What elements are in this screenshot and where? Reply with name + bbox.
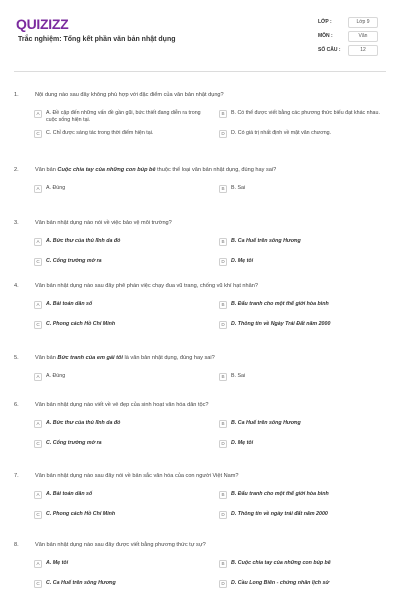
question-number: 2. — [14, 167, 19, 173]
option-text: B. Có thể được viết bằng các phương thức biểu đạt khác nhau. — [231, 110, 380, 116]
question-text: Văn bản nhật dụng nào viết về vẻ đẹp của sinh hoạt văn hóa dân tộc? — [35, 402, 209, 408]
option-letter-box: A — [34, 373, 42, 381]
option-letter-box: A — [34, 301, 42, 309]
option-text: A. Bức thư của thủ lĩnh da đỏ — [46, 238, 121, 244]
answer-option-b[interactable] — [219, 185, 391, 193]
meta-class-row — [318, 16, 378, 28]
option-text: D. Cầu Long Biên - chứng nhân lịch sử — [231, 580, 330, 586]
question-text: Văn bản nhật dụng nào sau đây nói về bản sắc văn hóa của con người Việt Nam? — [35, 473, 239, 479]
question-text — [35, 355, 376, 362]
option-letter-box: B — [219, 238, 227, 246]
answer-option-c[interactable] — [34, 321, 206, 329]
answer-option-a[interactable] — [34, 373, 206, 381]
question-text: Nội dung nào sau đây không phù hợp với đặc điểm của văn bản nhật dụng? — [35, 92, 224, 98]
meta-count-value: 12 — [348, 45, 378, 56]
question-number: 5. — [14, 355, 19, 361]
option-letter-box: C — [34, 440, 42, 448]
answer-option-a[interactable] — [34, 185, 206, 193]
option-text: A. Bức thư của thủ lĩnh da đỏ — [46, 420, 121, 426]
option-letter-box: D — [219, 258, 227, 266]
answer-option-a[interactable] — [34, 238, 206, 246]
option-letter-box: B — [219, 560, 227, 568]
option-text: A. Bài toán dân số — [46, 301, 93, 307]
option-text: D. Mẹ tôi — [231, 440, 254, 446]
meta-class-value: Lớp 9 — [348, 17, 378, 28]
question-number: 3. — [14, 220, 19, 226]
option-text: C. Chỉ được sáng tác trong thời điểm hiện tại. — [46, 130, 154, 136]
answer-option-c[interactable] — [34, 580, 206, 588]
option-text: A. Đúng — [46, 185, 66, 191]
worksheet-header — [14, 12, 386, 72]
meta-subject-value: Văn — [348, 31, 378, 42]
worksheet-title: Trắc nghiệm: Tổng kết phần văn bản nhật dụng — [18, 36, 176, 43]
option-text: A. Mẹ tôi — [46, 560, 69, 566]
answer-option-d[interactable] — [219, 130, 391, 138]
option-text: B. Sai — [231, 185, 246, 191]
answer-option-a[interactable] — [34, 420, 206, 428]
question-text-title: Cuộc chia tay của những con búp bê — [57, 167, 156, 173]
option-letter-box: A — [34, 185, 42, 193]
option-text: D. Có giá trị nhất định về mặt văn chương. — [231, 130, 332, 136]
answer-option-b[interactable] — [219, 491, 391, 499]
question-text: Văn bản nhật dụng nào nói về việc bảo vệ môi trường? — [35, 220, 172, 226]
option-text: C. Phong cách Hồ Chí Minh — [46, 321, 116, 327]
answer-option-d[interactable] — [219, 580, 391, 588]
option-text: B. Cuộc chia tay của những con búp bê — [231, 560, 331, 566]
header-divider — [14, 71, 386, 72]
option-text: D. Thông tin về Ngày Trái Đất năm 2000 — [231, 321, 331, 327]
worksheet-meta — [318, 16, 378, 58]
answer-option-d[interactable] — [219, 511, 391, 519]
option-text: A. Đúng — [46, 373, 66, 379]
answer-option-c[interactable] — [34, 511, 206, 519]
question-text: Văn bản nhật dụng nào sau đây phê phán việc chạy đua vũ trang, chống vũ khí hạt nhân? — [35, 283, 258, 289]
meta-subject-row — [318, 30, 378, 42]
option-letter-box: D — [219, 440, 227, 448]
answer-option-b[interactable] — [219, 110, 391, 118]
option-text: C. Phong cách Hồ Chí Minh — [46, 511, 116, 517]
answer-option-c[interactable] — [34, 258, 206, 266]
answer-option-a[interactable] — [34, 301, 206, 309]
question-text: Văn bản nhật dụng nào sau đây được viết bằng phương thức tự sự? — [35, 542, 206, 548]
answer-option-d[interactable] — [219, 440, 391, 448]
answer-option-a[interactable] — [34, 560, 206, 568]
option-text: A. Đề cập đến những vấn đề gần gũi, bức thiết đang diễn ra trong cuộc sống hiện tại. — [46, 110, 201, 123]
question-text — [35, 167, 376, 174]
question-text-title: Bức tranh của em gái tôi — [57, 355, 123, 361]
answer-option-b[interactable] — [219, 373, 391, 381]
answer-option-c[interactable] — [34, 440, 206, 448]
answer-option-a[interactable] — [34, 491, 206, 499]
answer-option-c[interactable] — [34, 130, 206, 138]
option-text: D. Mẹ tôi — [231, 258, 254, 264]
option-letter-box: B — [219, 420, 227, 428]
option-text: C. Cổng trường mở ra — [46, 440, 102, 446]
option-text: B. Đấu tranh cho một thế giới hòa bình — [231, 301, 329, 307]
question-number: 7. — [14, 473, 19, 479]
option-text: A. Bài toán dân số — [46, 491, 93, 497]
option-text: B. Sai — [231, 373, 246, 379]
option-letter-box: C — [34, 258, 42, 266]
option-text: C. Cổng trường mở ra — [46, 258, 102, 264]
option-text: D. Thông tin về ngày trái đất năm 2000 — [231, 511, 328, 517]
meta-count-label: SỐ CÂU : — [318, 46, 341, 53]
answer-option-b[interactable] — [219, 420, 391, 428]
option-text: B. Đấu tranh cho một thế giới hòa bình — [231, 491, 329, 497]
question-number: 6. — [14, 402, 19, 408]
question-number: 4. — [14, 283, 19, 289]
option-letter-box: A — [34, 491, 42, 499]
option-letter-box: B — [219, 373, 227, 381]
option-letter-box: C — [34, 321, 42, 329]
option-letter-box: D — [219, 580, 227, 588]
option-text: B. Ca Huế trên sông Hương — [231, 238, 301, 244]
option-letter-box: A — [34, 238, 42, 246]
option-letter-box: A — [34, 560, 42, 568]
question-number: 8. — [14, 542, 19, 548]
option-text: C. Ca Huế trên sông Hương — [46, 580, 116, 586]
option-letter-box: B — [219, 301, 227, 309]
option-letter-box: C — [34, 130, 42, 138]
option-letter-box: D — [219, 511, 227, 519]
meta-class-label: LỚP : — [318, 18, 332, 25]
answer-option-b[interactable] — [219, 560, 391, 568]
answer-option-a[interactable] — [34, 110, 206, 123]
question-text-prefix: Văn bản — [35, 355, 58, 361]
option-letter-box: C — [34, 580, 42, 588]
answer-option-d[interactable] — [219, 258, 391, 266]
option-letter-box: B — [219, 491, 227, 499]
option-text: B. Ca Huế trên sông Hương — [231, 420, 301, 426]
question-text-suffix: thuộc thể loại văn bản nhật dụng, đúng hay sai? — [155, 167, 277, 173]
meta-subject-label: MÔN : — [318, 32, 333, 39]
question-text-prefix: Văn bản — [35, 167, 58, 173]
answer-option-d[interactable] — [219, 321, 391, 329]
quizizz-logo: QUIZIZZ — [16, 16, 69, 32]
option-letter-box: B — [219, 185, 227, 193]
option-letter-box: B — [219, 110, 227, 118]
option-letter-box: A — [34, 110, 42, 118]
answer-option-b[interactable] — [219, 238, 391, 246]
question-text-suffix: là văn bản nhật dụng, đúng hay sai? — [122, 355, 215, 361]
meta-count-row — [318, 44, 378, 56]
question-number: 1. — [14, 92, 19, 98]
option-letter-box: D — [219, 321, 227, 329]
option-letter-box: C — [34, 511, 42, 519]
option-letter-box: A — [34, 420, 42, 428]
option-letter-box: D — [219, 130, 227, 138]
answer-option-b[interactable] — [219, 301, 391, 309]
